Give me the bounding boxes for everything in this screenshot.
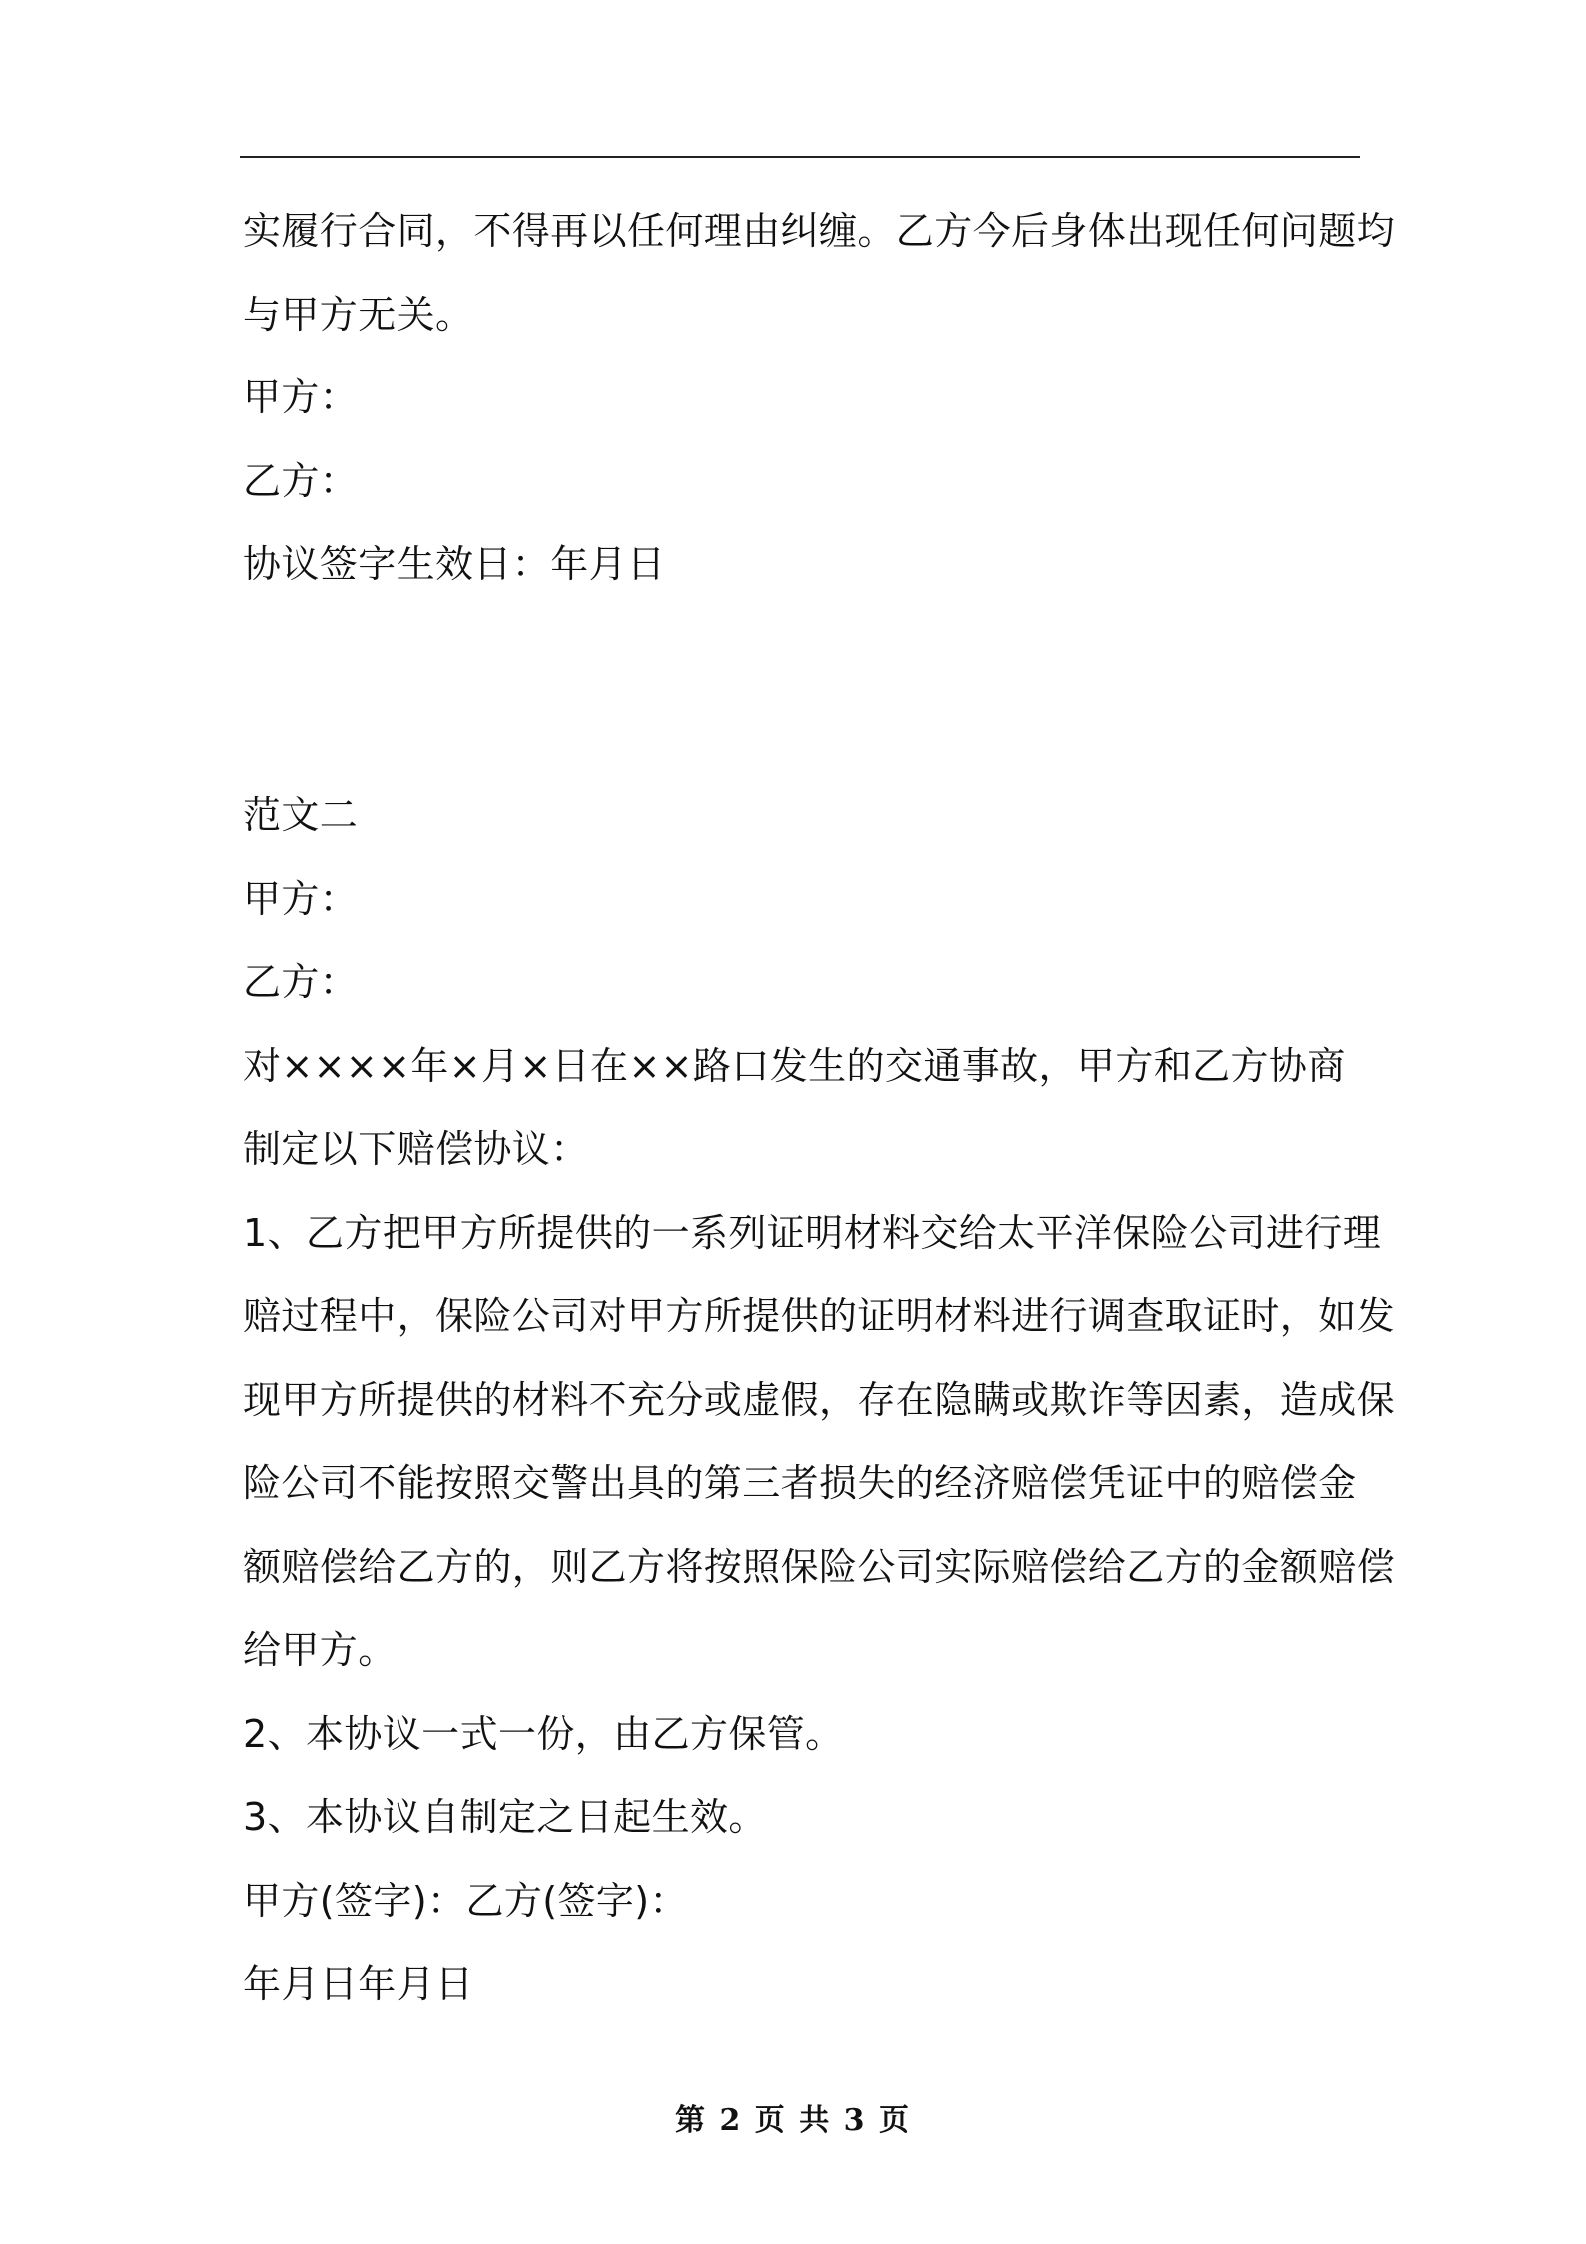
- clause-1-line: 1、乙方把甲方所提供的一系列证明材料交给太平洋保险公司进行理: [243, 1211, 1382, 1255]
- clause-1-line: 给甲方。: [243, 1628, 397, 1672]
- party-b-label: 乙方：: [243, 960, 359, 1004]
- body-line: 与甲方无关。: [243, 293, 474, 337]
- party-a-label: 甲方：: [243, 877, 359, 921]
- clause-1-line: 现甲方所提供的材料不充分或虚假，存在隐瞒或欺诈等因素，造成保: [243, 1378, 1396, 1422]
- body-line: 制定以下赔偿协议：: [243, 1127, 589, 1171]
- party-a-label: 甲方：: [243, 375, 359, 419]
- section-title: 范文二: [243, 793, 359, 837]
- clause-1-line: 险公司不能按照交警出具的第三者损失的经济赔偿凭证中的赔偿金: [243, 1461, 1357, 1505]
- clause-1-line: 赔过程中，保险公司对甲方所提供的证明材料进行调查取证时，如发: [243, 1294, 1396, 1338]
- clause-3-line: 3、本协议自制定之日起生效。: [243, 1795, 767, 1839]
- party-b-label: 乙方：: [243, 459, 359, 503]
- page-number: 第 2 页 共 3 页: [675, 2103, 911, 2138]
- body-line: 实履行合同，不得再以任何理由纠缠。乙方今后身体出现任何问题均: [243, 209, 1396, 253]
- signature-date-line: 年月日年月日: [243, 1962, 474, 2006]
- header-divider: [240, 156, 1360, 158]
- signature-line: 甲方(签字)：乙方(签字)：: [243, 1879, 688, 1923]
- effective-date-line: 协议签字生效日：年月日: [243, 542, 666, 586]
- clause-1-line: 额赔偿给乙方的，则乙方将按照保险公司实际赔偿给乙方的金额赔偿: [243, 1545, 1396, 1589]
- body-line: 对××××年×月×日在××路口发生的交通事故，甲方和乙方协商: [243, 1044, 1346, 1088]
- clause-2-line: 2、本协议一式一份，由乙方保管。: [243, 1712, 844, 1756]
